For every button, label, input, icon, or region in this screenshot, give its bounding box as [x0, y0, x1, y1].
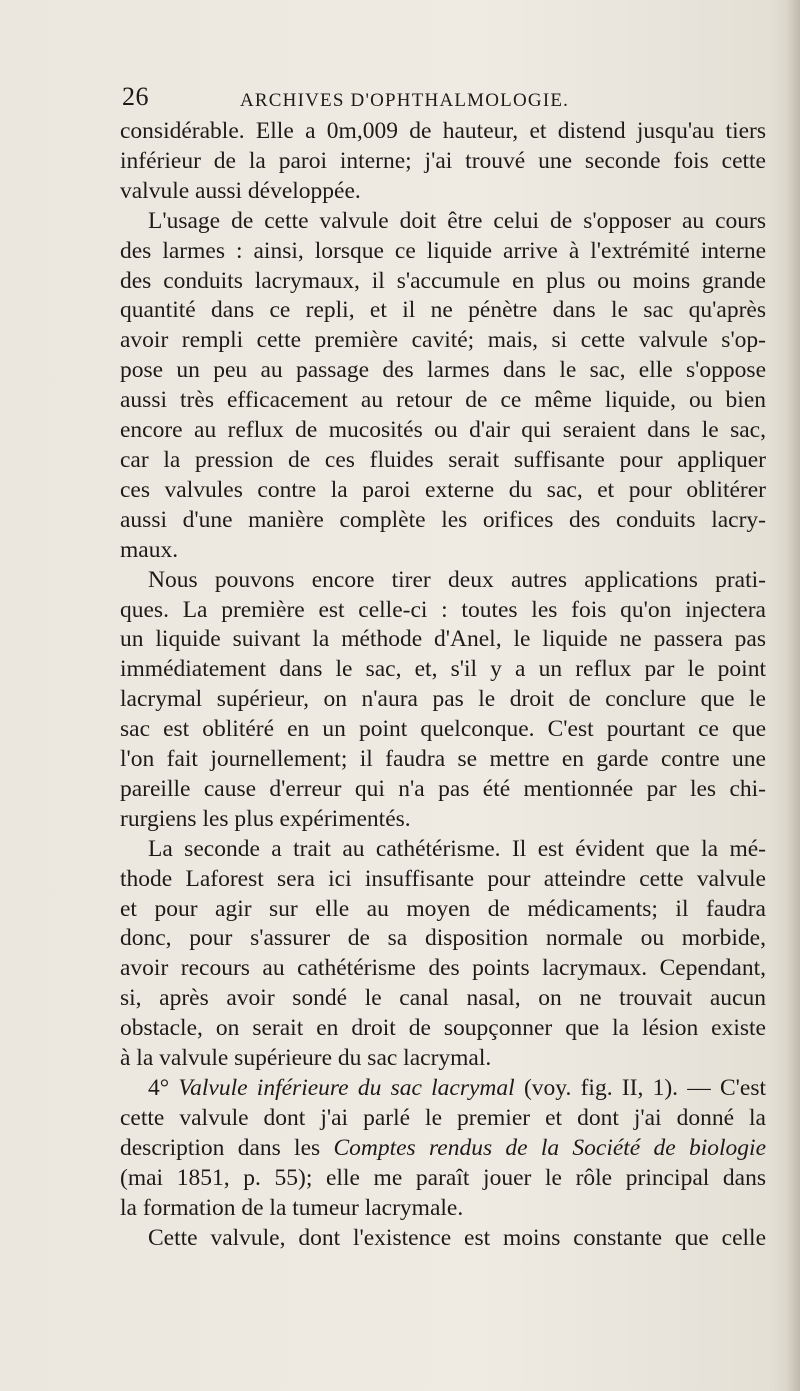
text-line: immédiatement dans le sac, et, s'il y a un reflux par le point: [120, 656, 766, 683]
text-line: encore au reflux de mucosités ou d'air qui seraient dans le sac,: [120, 417, 766, 444]
text-line: et pour agir sur elle au moyen de médicaments; il faudra: [120, 895, 766, 922]
text-line: considérable. Elle a 0m,009 de hauteur, et distend jusqu'au tiers: [120, 118, 766, 144]
text-line: sac est oblitéré en un point quelconque. C'est pourtant ce que: [120, 716, 766, 743]
text-line: L'usage de cette valvule doit être celui de s'opposer au cours: [148, 207, 766, 234]
text-line: avoir rempli cette première cavité; mais, si cette valvule s'op-: [120, 327, 766, 354]
citation-intro: description dans les: [120, 1134, 321, 1161]
text-line: ques. La première est celle-ci : toutes les fois qu'on injectera: [120, 596, 766, 623]
text-line: obstacle, on serait en droit de soupçonner que la lésion existe: [120, 1015, 766, 1042]
text-line: l'on fait journellement; il faudra se mettre en garde contre une: [120, 746, 766, 773]
section-reference: (voy. fig. II, 1). — C'est: [523, 1075, 767, 1101]
text-line: thode Laforest sera ici insuffisante pour atteindre cette valvule: [120, 865, 766, 892]
text-line: aussi très efficacement au retour de ce même liquide, ou bien: [120, 387, 766, 414]
text-line: quantité dans ce repli, et il ne pénètre dans le sac qu'après: [120, 297, 766, 324]
text-line: la formation de la tumeur lacrymale.: [120, 1194, 464, 1221]
text-line: cette valvule dont j'ai parlé le premier et dont j'ai donné la: [120, 1104, 766, 1131]
text-line: avoir recours au cathétérisme des points lacrymaux. Cependant,: [120, 955, 766, 982]
text-line: lacrymal supérieur, on n'aura pas le droit de conclure que le: [120, 686, 766, 713]
page-header: [122, 82, 762, 120]
text-line: un liquide suivant la méthode d'Anel, le liquide ne passera pas: [120, 626, 766, 653]
text-line: aussi d'une manière complète les orifices des conduits lacry-: [120, 506, 766, 533]
section-line: [120, 1074, 766, 1104]
text-line: maux.: [120, 536, 179, 563]
text-line: Nous pouvons encore tirer deux autres applications prati-: [148, 566, 766, 593]
text-line: inférieur de la paroi interne; j'ai trouvé une seconde fois cette: [120, 147, 766, 174]
text-line: donc, pour s'assurer de sa disposition normale ou morbide,: [120, 925, 766, 952]
text-line: valvule aussi développée.: [120, 177, 361, 204]
text-line: rurgiens les plus expérimentés.: [120, 805, 411, 832]
body-text: [120, 117, 766, 1253]
text-line: La seconde a trait au cathétérisme. Il est évident que la mé-: [148, 835, 766, 862]
citation-title: Comptes rendus de la Société de biologie: [333, 1134, 766, 1161]
page-number: 26: [122, 82, 149, 111]
text-line: pose un peu au passage des larmes dans le sac, elle s'oppose: [120, 357, 766, 384]
page-edge-shadow: [786, 0, 800, 1391]
text-line: [120, 1134, 766, 1164]
text-line: ces valvules contre la paroi externe du sac, et pour oblitérer: [120, 476, 766, 503]
text-line: à la valvule supérieure du sac lacrymal.: [120, 1045, 492, 1072]
running-head: ARCHIVES D'OPHTHALMOLOGIE.: [240, 90, 570, 111]
text-line: des larmes : ainsi, lorsque ce liquide arrive à l'extrémité interne: [120, 237, 766, 264]
text-line: pareille cause d'erreur qui n'a pas été mentionnée par les chi-: [120, 775, 766, 802]
text-line: des conduits lacrymaux, il s'accumule en plus ou moins grande: [120, 267, 766, 294]
section-number: 4°: [148, 1075, 170, 1101]
text-line: Cette valvule, dont l'existence est moins constante que celle: [148, 1224, 766, 1251]
text-line: car la pression de ces fluides serait suffisante pour appliquer: [120, 446, 766, 473]
text-line: (mai 1851, p. 55); elle me paraît jouer le rôle principal dans: [120, 1164, 766, 1191]
section-title: Valvule inférieure du sac lacrymal: [178, 1075, 515, 1101]
text-line: si, après avoir sondé le canal nasal, on ne trouvait aucun: [120, 985, 766, 1012]
